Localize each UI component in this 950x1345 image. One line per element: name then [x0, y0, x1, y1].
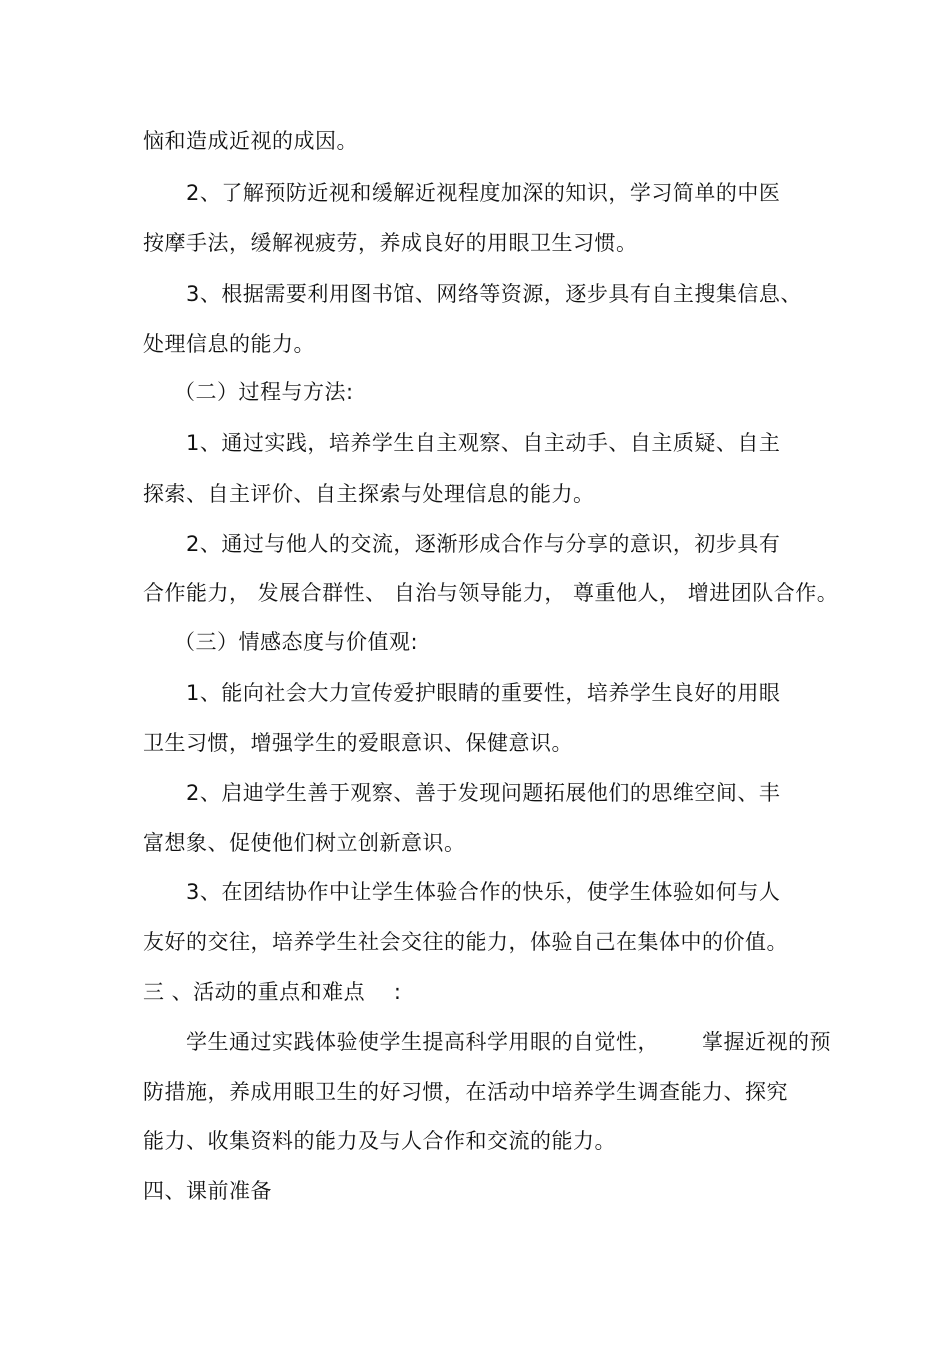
section-heading: 四、课前准备	[143, 1179, 272, 1203]
text-line: 按摩手法，缓解视疲劳，养成良好的用眼卫生习惯。	[143, 231, 638, 255]
text-line: 富想象、促使他们树立创新意识。	[143, 831, 466, 855]
section-heading: 三 、活动的重点和难点 :	[143, 980, 402, 1004]
section-heading: （二）过程与方法:	[174, 380, 354, 404]
text-line: 3、根据需要利用图书馆、网络等资源，逐步具有自主搜集信息、	[186, 282, 802, 306]
text-line: 处理信息的能力。	[143, 332, 315, 356]
text-line: 卫生习惯，增强学生的爱眼意识、保健意识。	[143, 731, 573, 755]
text-line: 探索、自主评价、自主探索与处理信息的能力。	[143, 482, 595, 506]
text-line: 2、了解预防近视和缓解近视程度加深的知识，学习简单的中医	[186, 181, 781, 205]
section-heading: （三）情感态度与价值观:	[174, 630, 419, 654]
text-line: 3、在团结协作中让学生体验合作的快乐，使学生体验如何与人	[186, 880, 781, 904]
text-line: 1、能向社会大力宣传爱护眼睛的重要性，培养学生良好的用眼	[186, 681, 781, 705]
text-line: 学生通过实践体验使学生提高科学用眼的自觉性， 掌握近视的预	[186, 1030, 832, 1054]
text-line: 合作能力， 发展合群性、 自治与领导能力， 尊重他人， 增进团队合作。	[143, 581, 839, 605]
text-line: 友好的交往，培养学生社会交往的能力，体验自己在集体中的价值。	[143, 930, 788, 954]
text-line: 2、启迪学生善于观察、善于发现问题拓展他们的思维空间、丰	[186, 781, 781, 805]
text-line: 能力、收集资料的能力及与人合作和交流的能力。	[143, 1129, 616, 1153]
text-line: 2、通过与他人的交流，逐渐形成合作与分享的意识，初步具有	[186, 532, 781, 556]
text-line: 1、通过实践，培养学生自主观察、自主动手、自主质疑、自主	[186, 431, 781, 455]
text-line: 防措施，养成用眼卫生的好习惯，在活动中培养学生调查能力、探究	[143, 1080, 788, 1104]
text-line: 恼和造成近视的成因。	[143, 129, 358, 153]
